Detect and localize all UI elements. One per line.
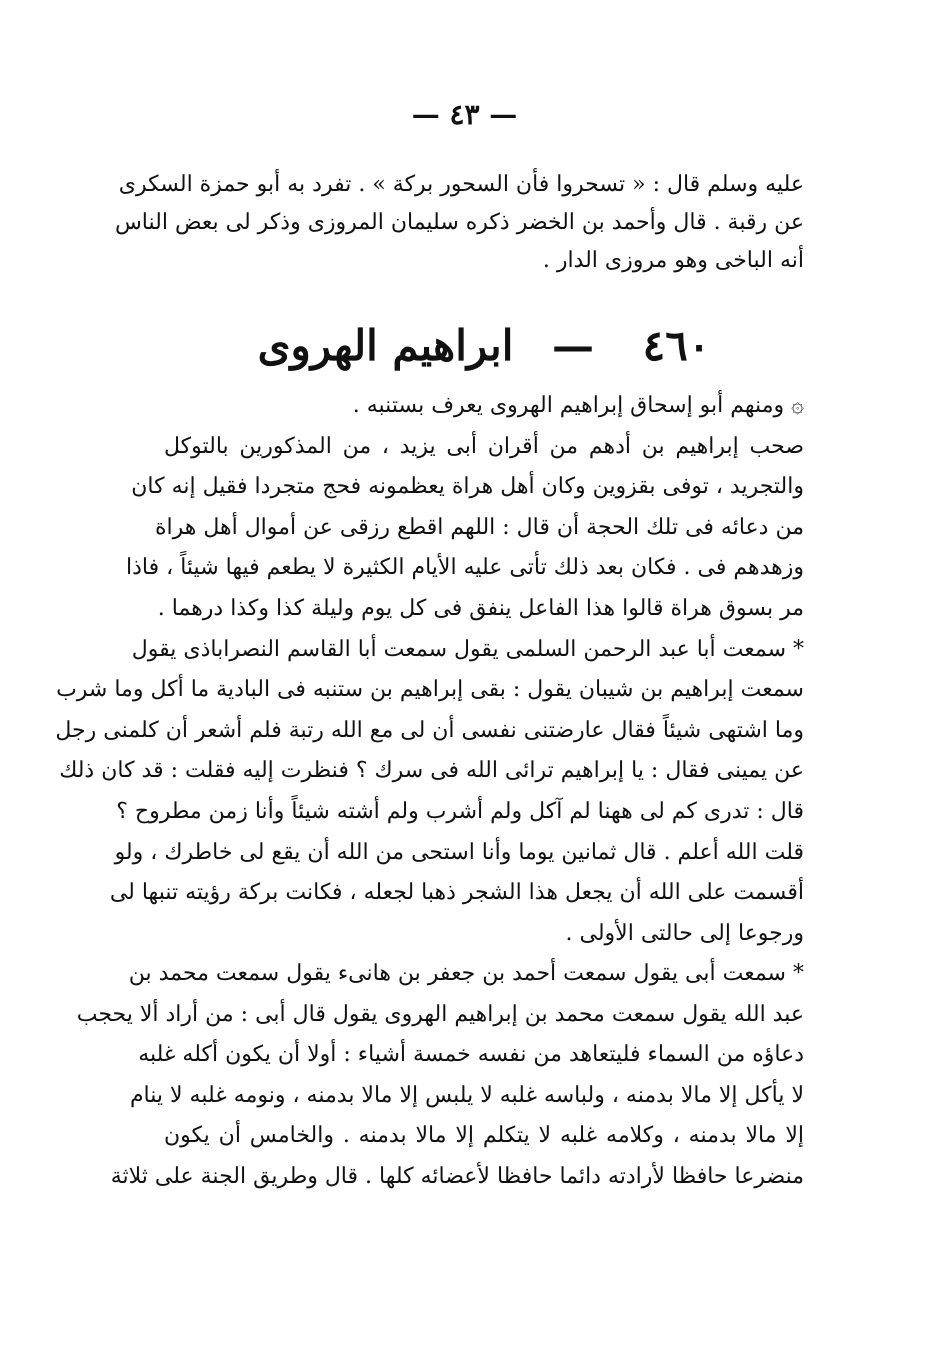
text-line: والتجريد ، توفى بقزوين وكان أهل هراة يعظمونه فحج متجردا فقيل إنه كان	[131, 474, 804, 500]
text-line: وزهدهم فى . فكان بعد ذلك تأتى عليه الأيام الكثيرة لا يطعم فيها شيئاً ، فاذا	[126, 555, 804, 581]
text-line: من دعائه فى تلك الحجة أن قال : اللهم اقطع رزقى عن أموال أهل هراة	[154, 514, 804, 540]
text-line: قلت الله أعلم . قال ثمانين يوما وأنا استحى من الله أن يقع لى خاطرك ، ولو	[114, 839, 804, 865]
text-line: * سمعت أبا عبد الرحمن السلمى يقول سمعت أبا القاسم النصراباذى يقول	[131, 636, 804, 662]
text-line: سمعت إبراهيم بن شيبان يقول : بقى إبراهيم بن ستنبه فى البادية ما أكل وما شرب	[56, 677, 804, 703]
text-line: منضرعا حافظا لأرادته دائما حافظا لأعضائه كلها . قال وطريق الجنة على ثلاثة	[110, 1163, 804, 1189]
text-line: إلا مالا بدمنه ، وكلامه غلبه لا يتكلم إلا مالا بدمنه . والخامس أن يكون	[164, 1123, 804, 1149]
section-number: ٤٦٠	[642, 321, 711, 370]
text-line: قال : تدرى كم لى ههنا لم آكل ولم أشرب ولم أشته شيئاً وأنا زمن مطروح ؟	[116, 798, 804, 824]
biography-paragraph	[55, 386, 804, 954]
text-line: ورجوعا إلى حالتى الأولى .	[565, 920, 804, 946]
text-line: عن رقبة . قال وأحمد بن الخضر ذكره سليمان المروزى وذكر لى بعض الناس	[114, 210, 804, 235]
text-line: دعاؤه من السماء فليتعاهد من نفسه خمسة أشياء : أولا أن يكون أكله غلبه	[138, 1042, 804, 1068]
text-line: لا يأكل إلا مالا بدمنه ، ولباسه غلبه لا يلبس إلا مالا بدمنه ، ونومه غلبه لا ينام	[129, 1082, 804, 1108]
text-line: أنه الباخى وهو مروزى الدار .	[542, 248, 804, 273]
intro-paragraph	[114, 166, 804, 280]
page-number: — ٤٣ —	[411, 98, 518, 131]
text-line: ۞ ومنهم أبو إسحاق إبراهيم الهروى يعرف بستنبه .	[352, 393, 804, 418]
section-title: ابراهيم الهروى	[257, 321, 514, 370]
text-line: مر بسوق هراة قالوا هذا الفاعل ينفق فى كل يوم وليلة كذا وكذا درهما .	[157, 595, 804, 621]
text-line: أقسمت على الله أن يجعل هذا الشجر ذهبا لجعله ، فكانت بركة رؤيته تنبها لى	[109, 880, 804, 906]
text-line: عن يمينى فقال : يا إبراهيم ترائى الله فى سرك ؟ فنظرت إليه فقلت : قد كان ذلك	[59, 758, 804, 784]
section-heading	[164, 318, 804, 374]
text-line: عليه وسلم قال : « تسحروا فأن السحور بركة » . تفرد به أبو حمزة السكرى	[118, 172, 804, 197]
narration-paragraph	[76, 954, 804, 1198]
text-line: صحب إبراهيم بن أدهم من أقران أبى يزيد ، من المذكورين بالتوكل	[164, 433, 804, 459]
section-dash: —	[552, 321, 595, 370]
text-line: وما اشتهى شيئاً فقال عارضتنى نفسى أن لى مع الله رتبة فلم أشعر أن كلمنى رجل	[55, 717, 804, 743]
text-line: * سمعت أبى يقول سمعت أحمد بن جعفر بن هانىء يقول سمعت محمد بن	[128, 961, 804, 986]
text-line: عبد الله يقول سمعت محمد بن إبراهيم الهروى يقول قال أبى : من أراد ألا يحجب	[76, 1001, 804, 1027]
